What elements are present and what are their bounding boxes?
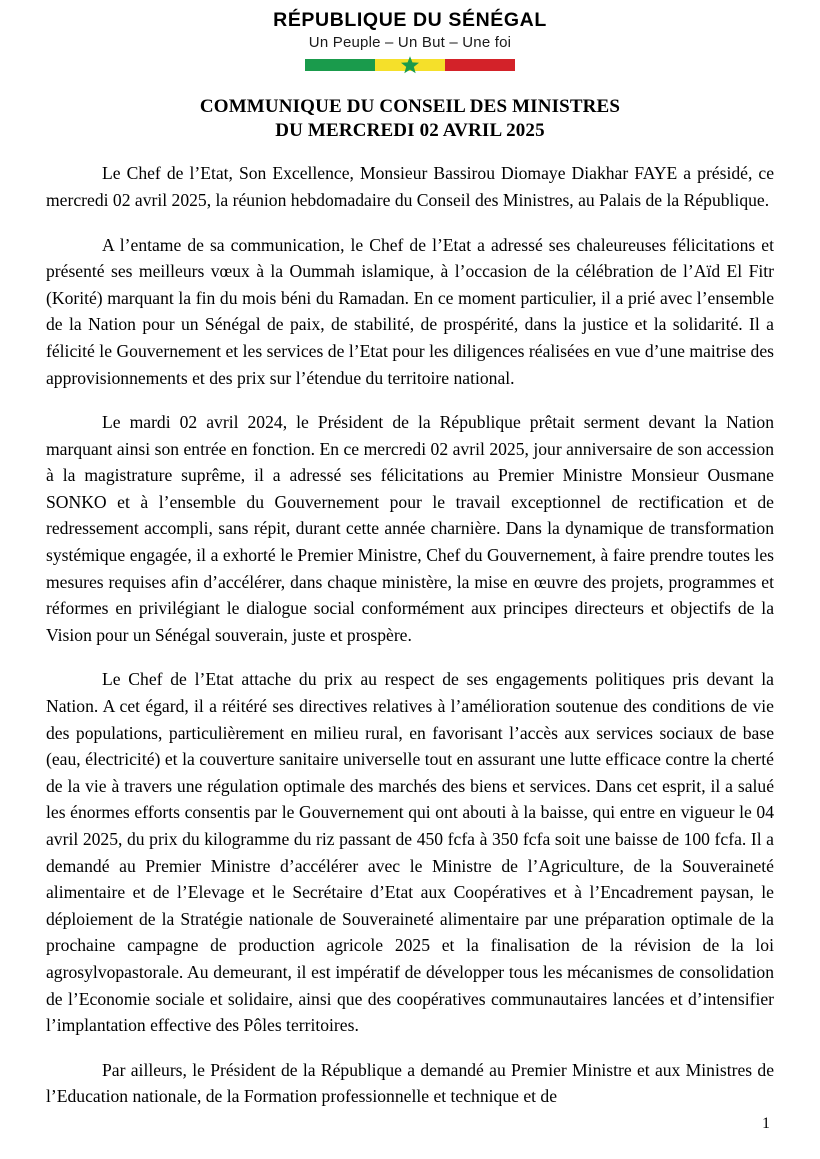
paragraph: Par ailleurs, le Président de la République a demandé au Premier Ministre et aux Ministres de l’Education nationale, de la Formation professionnelle et technique et de <box>46 1059 774 1107</box>
letterhead <box>0 0 820 71</box>
paragraph: A l’entame de sa communication, le Chef de l’Etat a adressé ses chaleureuses félicitations et présenté ses meilleurs vœux à la Oummah islamique, à l’occasion de la célébration de l’Aïd El Fitr (Korité) marquant la fin du mois béni du Ramadan. En ce moment particulier, il a prié avec l’ensemble de la Nation pour un Sénégal de paix, de stabilité, de prospérité, dans la justice et la solidarité. Il a félicité le Gouvernement et les services de l’Etat pour les diligences réalisées en vue d’une maitrise des approvisionnements et des prix sur l’étendue du territoire national. <box>46 234 774 388</box>
page-number: 1 <box>762 1115 770 1132</box>
flag-band-red <box>445 59 515 71</box>
paragraph: Le Chef de l’Etat attache du prix au respect de ses engagements politiques pris devant la Nation. A cet égard, il a réitéré ses directives relatives à l’amélioration soutenue des conditions de vie des populations, particulièrement en milieu rural, en favorisant l’accès aux services sociaux de base (eau, électricité) et la couverture sanitaire universelle tout en assurant une lutte efficace contre la cherté de la vie à travers une régulation optimale des marchés des biens et services. Dans cet esprit, il a salué les énormes efforts consentis par le Gouvernement qui ont abouti à la baisse, qui entre en vigueur le 04 avril 2025, du prix du kilogramme du riz passant de 450 fcfa à 350 fcfa soit une baisse de 100 fcfa. Il a demandé au Premier Ministre d’accélérer avec le Ministre de l’Agriculture, de la Souveraineté alimentaire et de l’Elevage et le Secrétaire d’Etat aux Coopératives et à l’Encadrement paysan, le déploiement de la Stratégie nationale de Souveraineté alimentaire par une préparation optimale de la prochaine campagne de production agricole 2025 et la finalisation de la révision de la loi agrosylvopastorale. Au demeurant, il est impératif de développer tous les mécanismes de consolidation de l’Economie sociale et solidaire, ainsi que des coopératives communautaires lancées et d’intensifier l’implantation effective des Pôles territoires. <box>46 669 774 1036</box>
paragraph: Le Chef de l’Etat, Son Excellence, Monsieur Bassirou Diomaye Diakhar FAYE a présidé, ce mercredi 02 avril 2025, la réunion hebdomadaire du Conseil des Ministres, au Palais de la République. <box>46 163 774 210</box>
paragraph: Le mardi 02 avril 2024, le Président de la République prêtait serment devant la Nation marquant ainsi son entrée en fonction. En ce mercredi 02 avril 2025, jour anniversaire de son accession à la magistrature suprême, il a adressé ses félicitations au Premier Ministre Monsieur Ousmane SONKO et à l’ensemble du Gouvernement pour le travail exceptionnel de rectification et de redressement accompli, sans répit, durant cette année charnière. Dans la dynamique de transformation systémique engagée, il a exhorté le Premier Ministre, Chef du Gouvernement, à faire prendre toutes les mesures requises afin d’accélérer, dans chaque ministère, la mise en œuvre des projets, programmes et réformes en privilégiant le dialogue social conformément aux principes directeurs et objectifs de la Vision pour un Sénégal souverain, juste et prospère. <box>46 412 774 645</box>
senegal-flag-icon <box>305 59 515 71</box>
republic-title: RÉPUBLIQUE DU SÉNÉGAL <box>273 9 547 31</box>
page-title <box>0 95 820 144</box>
document-body <box>0 160 820 1110</box>
page-title-line-1: COMMUNIQUE DU CONSEIL DES MINISTRES <box>199 95 621 117</box>
flag-bar-wrapper <box>0 59 820 71</box>
page-title-line-2: DU MERCREDI 02 AVRIL 2025 <box>275 120 545 142</box>
flag-star-icon <box>400 55 420 75</box>
flag-band-green <box>305 59 375 71</box>
national-motto: Un Peuple – Un But – Une foi <box>308 34 512 52</box>
